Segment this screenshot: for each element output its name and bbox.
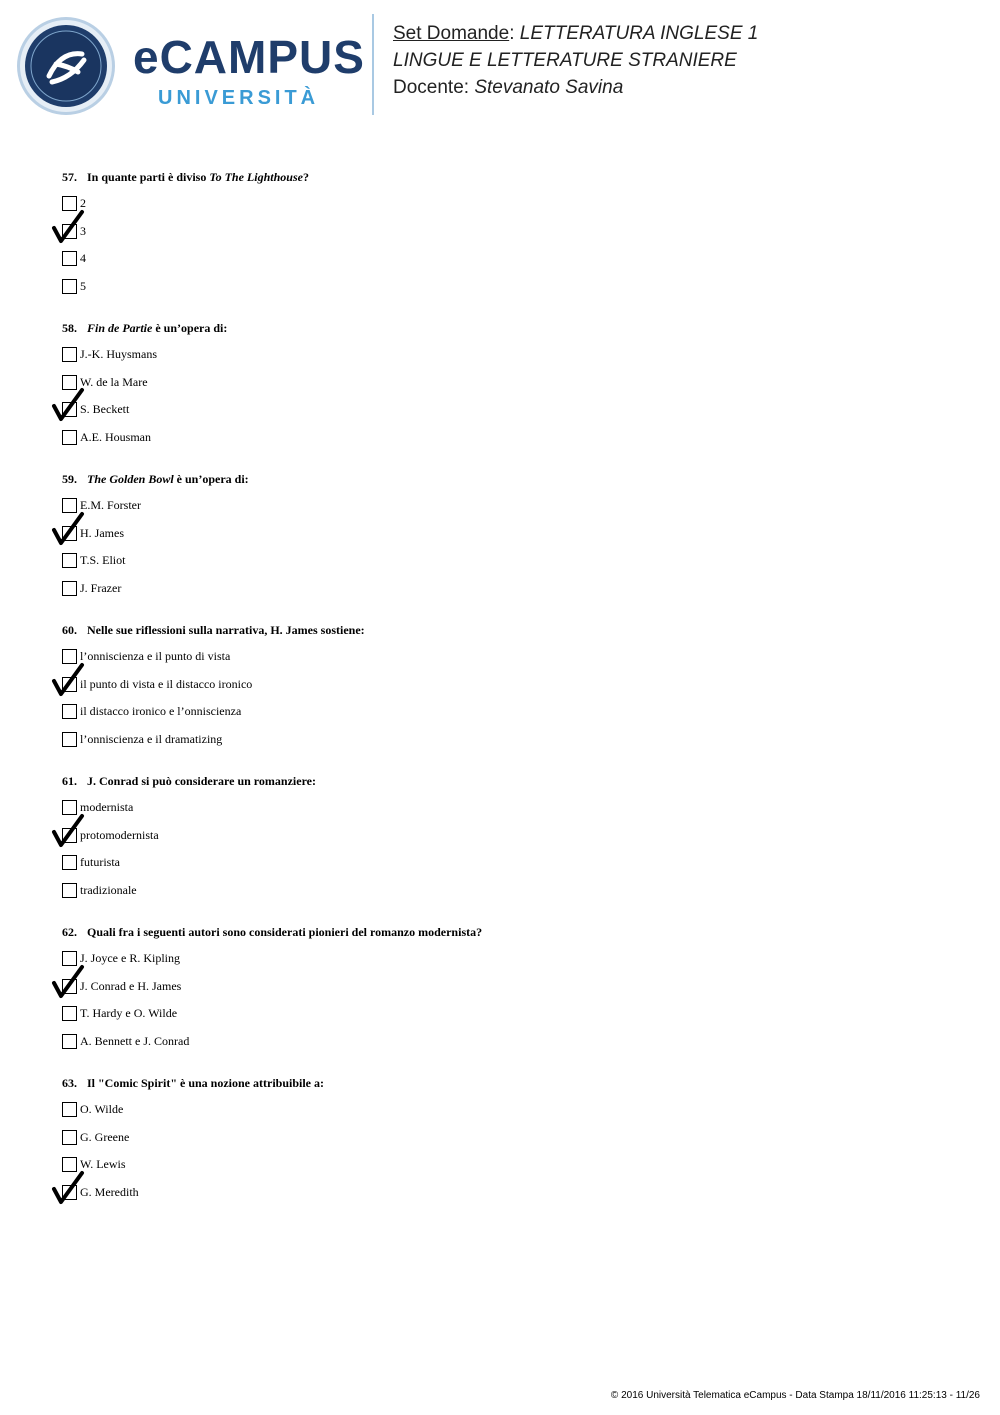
- answer-label: E.M. Forster: [80, 498, 141, 512]
- question-number: 63.: [62, 1076, 77, 1090]
- brand-subtitle: UNIVERSITÀ: [158, 87, 320, 109]
- answer-checkbox[interactable]: [62, 553, 77, 568]
- answer-label: il distacco ironico e l’onniscienza: [80, 704, 242, 718]
- answer-checkbox[interactable]: [62, 251, 77, 266]
- question-text-end: è un’opera di:: [155, 321, 228, 335]
- answer-label: J. Frazer: [80, 581, 122, 595]
- answer-checkbox[interactable]: [62, 279, 77, 294]
- question-italic-title: Fin de Partie: [87, 321, 153, 335]
- question-2: [62, 473, 249, 485]
- answer-checkbox[interactable]: [62, 883, 77, 898]
- question-5: [62, 926, 482, 938]
- answer-checkbox[interactable]: [62, 855, 77, 870]
- answer-label: 5: [80, 279, 86, 293]
- question-number: 62.: [62, 925, 77, 939]
- answer-label: l’onniscienza e il punto di vista: [80, 649, 231, 663]
- course-subtitle-line: [393, 51, 737, 70]
- question-text: Il "Comic Spirit" è una nozione attribuibile a:: [87, 1076, 324, 1090]
- question-6: [62, 1077, 324, 1089]
- teacher-line: [393, 78, 623, 97]
- question-text-end: ?: [302, 170, 309, 184]
- answer-label: O. Wilde: [80, 1102, 124, 1116]
- answer-checkbox[interactable]: [62, 732, 77, 747]
- question-italic-title: To The Lighthouse: [209, 170, 303, 184]
- teacher-label: Docente:: [393, 77, 470, 98]
- question-1: [62, 322, 227, 334]
- answer-label: A.E. Housman: [80, 430, 151, 444]
- answer-checkbox[interactable]: [62, 1006, 77, 1021]
- answer-label: A. Bennett e J. Conrad: [80, 1034, 190, 1048]
- answer-label: il punto di vista e il distacco ironico: [80, 677, 253, 691]
- answer-label: 4: [80, 251, 86, 265]
- question-0: [62, 171, 309, 183]
- answer-label: S. Beckett: [80, 402, 130, 416]
- question-italic-title: The Golden Bowl: [87, 472, 174, 486]
- answer-checkbox[interactable]: [62, 649, 77, 664]
- question-number: 61.: [62, 774, 77, 788]
- teacher-name: Stevanato Savina: [474, 77, 624, 98]
- answer-label: modernista: [80, 800, 134, 814]
- question-number: 58.: [62, 321, 77, 335]
- answer-checkbox[interactable]: [62, 800, 77, 815]
- question-4: [62, 775, 316, 787]
- set-title-line: Set Domande: LETTERATURA INGLESE 1: [393, 23, 759, 44]
- footer-copyright: © 2016 Università Telematica eCampus - Data Stampa 18/11/2016 11:25:13 - 11/26: [610, 1390, 980, 1401]
- answer-checkbox[interactable]: [62, 196, 77, 211]
- answer-checkbox[interactable]: [62, 1034, 77, 1049]
- answer-label: J.-K. Huysmans: [80, 347, 157, 361]
- answer-checkbox[interactable]: [62, 951, 77, 966]
- question-text: Quali fra i seguenti autori sono considerati pionieri del romanzo modernista?: [87, 925, 483, 939]
- answer-label: 3: [80, 224, 86, 238]
- set-label: Set Domande: [393, 23, 510, 44]
- answer-checkbox[interactable]: [62, 1130, 77, 1145]
- course-title: LETTERATURA INGLESE 1: [519, 23, 759, 44]
- answer-label: futurista: [80, 855, 120, 869]
- header-divider: [372, 14, 374, 115]
- question-text: J. Conrad si può considerare un romanziere:: [87, 774, 317, 788]
- question-3: [62, 624, 365, 636]
- question-text: Nelle sue riflessioni sulla narrativa, H. James sostiene:: [87, 623, 365, 637]
- answer-label: G. Greene: [80, 1130, 130, 1144]
- answer-label: T. Hardy e O. Wilde: [80, 1006, 178, 1020]
- answer-checkbox[interactable]: [62, 581, 77, 596]
- question-text-end: è un’opera di:: [176, 472, 249, 486]
- answer-label: J. Joyce e R. Kipling: [80, 951, 180, 965]
- brand-name: eCAMPUS: [133, 31, 365, 83]
- answer-checkbox[interactable]: [62, 1157, 77, 1172]
- answer-label: W. Lewis: [80, 1157, 126, 1171]
- answer-checkbox[interactable]: [62, 347, 77, 362]
- answer-label: W. de la Mare: [80, 375, 148, 389]
- course-subtitle: LINGUE E LETTERATURE STRANIERE: [393, 50, 737, 71]
- answer-checkbox[interactable]: [62, 1102, 77, 1117]
- question-number: 57.: [62, 170, 77, 184]
- answer-label: tradizionale: [80, 883, 137, 897]
- question-number: 60.: [62, 623, 77, 637]
- question-number: 59.: [62, 472, 77, 486]
- answer-checkbox[interactable]: [62, 704, 77, 719]
- answer-label: protomodernista: [80, 828, 159, 842]
- answer-label: J. Conrad e H. James: [80, 979, 182, 993]
- answer-checkbox[interactable]: [62, 430, 77, 445]
- ecampus-seal-logo: [16, 16, 116, 116]
- answer-checkbox[interactable]: [62, 498, 77, 513]
- answer-label: 2: [80, 196, 86, 210]
- answer-label: G. Meredith: [80, 1185, 139, 1199]
- question-text: In quante parti è diviso: [87, 170, 207, 184]
- answer-label: l’onniscienza e il dramatizing: [80, 732, 223, 746]
- answer-label: H. James: [80, 526, 124, 540]
- answer-label: T.S. Eliot: [80, 553, 126, 567]
